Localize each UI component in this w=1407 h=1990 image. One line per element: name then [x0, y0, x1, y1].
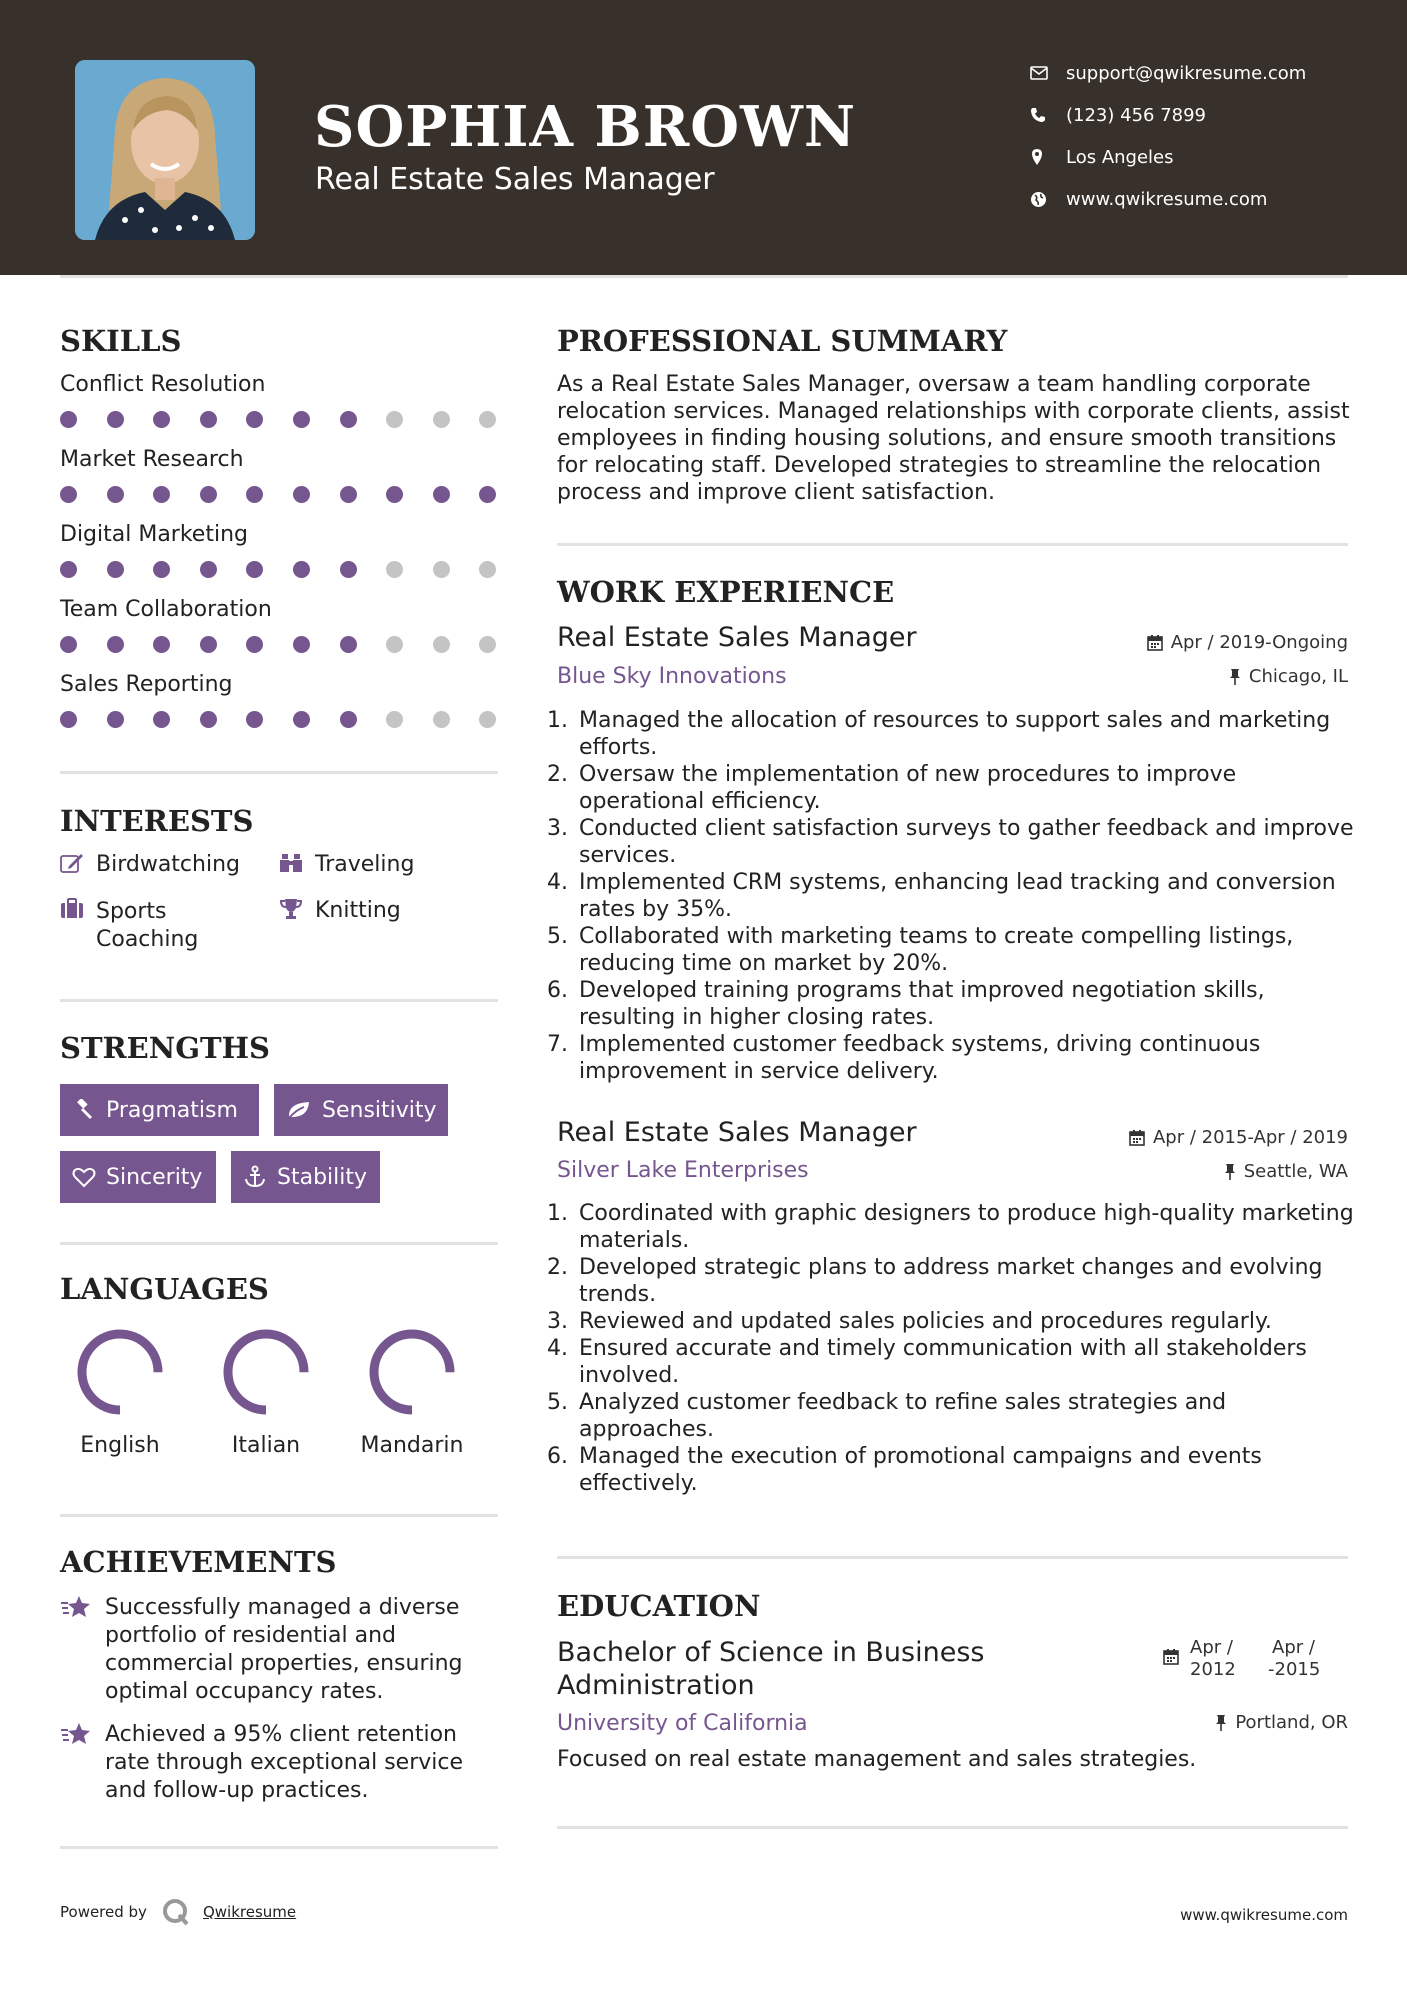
shooting-star-icon [60, 1721, 105, 1805]
rating-dot [246, 636, 263, 653]
education-description: Focused on real estate management and sales strategies. [557, 1747, 1197, 1772]
rating-dot [107, 711, 124, 728]
phone-icon [1030, 107, 1066, 123]
rating-dot [479, 711, 496, 728]
summary-title: PROFESSIONAL SUMMARY [557, 324, 1008, 358]
rating-dot [340, 636, 357, 653]
skill-item [60, 372, 526, 428]
rating-dot [107, 486, 124, 503]
rating-dot [386, 486, 403, 503]
envelope-icon [1030, 66, 1066, 80]
skill-rating [60, 711, 526, 728]
rating-dot [153, 711, 170, 728]
achievements-divider [60, 1846, 498, 1849]
language-label: Italian [231, 1433, 301, 1458]
skill-item [60, 672, 526, 728]
achievement-text: Successfully managed a diverse portfolio of residential and commercial properties, ensuring optimal occupancy rates. [105, 1595, 463, 1704]
language-label: Mandarin [360, 1433, 464, 1458]
contact-phone[interactable] [1030, 94, 1306, 136]
education-degree: Bachelor of Science in Business Administration [557, 1637, 985, 1701]
rating-dot [246, 486, 263, 503]
language-item [50, 1327, 190, 1458]
strength-badge-sensitivity [274, 1084, 448, 1136]
rating-dot [479, 411, 496, 428]
languages-title: LANGUAGES [60, 1272, 269, 1306]
skill-rating [60, 411, 526, 428]
rating-dot [246, 411, 263, 428]
interest-item-sports-coaching [60, 898, 216, 954]
rating-dot [200, 561, 217, 578]
duty-item: 3. Reviewed and updated sales policies and procedures regularly. [575, 1308, 1365, 1335]
footer-powered-by [60, 1897, 296, 1927]
contact-website[interactable] [1030, 178, 1306, 220]
rating-dot [60, 486, 77, 503]
language-level-arc [374, 1334, 450, 1410]
profile-photo [75, 60, 255, 240]
duty-item: 1. Coordinated with graphic designers to produce high-quality marketing materials. [575, 1200, 1365, 1254]
rating-dot [433, 561, 450, 578]
powered-by-label: Powered by [60, 1903, 147, 1921]
rating-dot [60, 636, 77, 653]
duty-item: 1. Managed the allocation of resources to support sales and marketing efforts. [575, 707, 1365, 761]
summary-text: As a Real Estate Sales Manager, oversaw a team handling corporate relocation services. Managed relationships with corporate clients, assist employees in finding housing solutions, and ensure smooth transitions for relocating staff. Developed strategies to streamline the relocation process and improve client satisfaction. [557, 372, 1350, 505]
job-title: Real Estate Sales Manager [557, 1117, 917, 1148]
job-company[interactable]: Blue Sky Innovations [557, 664, 787, 689]
rating-dot [386, 411, 403, 428]
candidate-name: SOPHIA BROWN [314, 94, 857, 160]
skill-label: Market Research [60, 447, 244, 472]
language-ring [75, 1327, 165, 1417]
duty-item: 3. Conducted client satisfaction surveys to gather feedback and improve services. [575, 815, 1365, 869]
strength-label: Sincerity [106, 1164, 203, 1190]
rating-dot [246, 711, 263, 728]
map-pin-icon [1030, 148, 1066, 166]
gavel-icon [72, 1099, 96, 1121]
contact-list [1030, 52, 1306, 220]
job-date-text: Apr / 2019-Ongoing [1170, 632, 1348, 653]
interest-label: Sports Coaching [96, 899, 199, 952]
rating-dot [386, 636, 403, 653]
achievements-title: ACHIEVEMENTS [60, 1545, 337, 1579]
calendar-icon [1163, 1648, 1179, 1669]
calendar-icon [1129, 1129, 1145, 1146]
header-divider [60, 275, 1348, 278]
education-end-month: Apr / [1272, 1637, 1315, 1658]
rating-dot [107, 636, 124, 653]
pushpin-icon [1215, 1714, 1227, 1731]
skill-rating [60, 486, 526, 503]
education-start-month: Apr / [1190, 1637, 1233, 1658]
education-title: EDUCATION [557, 1589, 761, 1623]
shooting-star-icon [60, 1594, 105, 1706]
rating-dot [60, 561, 77, 578]
interest-item-birdwatching [60, 852, 240, 877]
contact-website-text: www.qwikresume.com [1066, 188, 1268, 210]
rating-dot [293, 711, 310, 728]
language-level-arc [82, 1334, 158, 1410]
interest-label: Birdwatching [96, 852, 240, 877]
rating-dot [433, 486, 450, 503]
footer-website[interactable]: www.qwikresume.com [1180, 1906, 1348, 1924]
rating-dot [153, 486, 170, 503]
skill-item [60, 447, 526, 503]
rating-dot [293, 411, 310, 428]
rating-dot [200, 411, 217, 428]
contact-email-text: support@qwikresume.com [1066, 62, 1307, 84]
skill-item [60, 597, 526, 653]
job-location [1224, 1161, 1348, 1182]
experience-divider [557, 1556, 1348, 1559]
rating-dot [293, 561, 310, 578]
job-duties-list [557, 707, 1365, 1085]
education-location-text: Portland, OR [1235, 1712, 1348, 1733]
interests-title: INTERESTS [60, 804, 254, 838]
experience-title: WORK EXPERIENCE [557, 575, 895, 609]
edit-icon [60, 852, 96, 874]
contact-phone-text: (123) 456 7899 [1066, 104, 1207, 126]
duty-item: 6. Managed the execution of promotional campaigns and events effectively. [575, 1443, 1365, 1497]
summary-divider [557, 543, 1348, 546]
rating-dot [293, 486, 310, 503]
job-title: Real Estate Sales Manager [557, 622, 917, 653]
interest-label: Traveling [315, 852, 415, 877]
contact-email[interactable] [1030, 52, 1306, 94]
pushpin-icon [1229, 668, 1241, 685]
rating-dot [107, 411, 124, 428]
skill-label: Conflict Resolution [60, 372, 266, 397]
education-end-year: -2015 [1268, 1659, 1321, 1680]
education-school[interactable]: University of California [557, 1711, 808, 1736]
rating-dot [200, 486, 217, 503]
duty-item: 5. Collaborated with marketing teams to create compelling listings, reducing time on market by 20%. [575, 923, 1365, 977]
language-ring [221, 1327, 311, 1417]
rating-dot [153, 561, 170, 578]
strength-badge-pragmatism [60, 1084, 259, 1136]
education-end-date [1268, 1637, 1320, 1681]
strength-label: Sensitivity [322, 1097, 437, 1123]
strengths-title: STRENGTHS [60, 1031, 270, 1065]
language-ring [367, 1327, 457, 1417]
rating-dot [433, 411, 450, 428]
interest-item-traveling [279, 852, 414, 877]
binoculars-icon [279, 852, 315, 874]
skill-label: Team Collaboration [60, 597, 272, 622]
languages-divider [60, 1514, 498, 1517]
contact-location-text: Los Angeles [1066, 146, 1174, 168]
rating-dot [246, 561, 263, 578]
duty-item: 2. Oversaw the implementation of new procedures to improve operational efficiency. [575, 761, 1365, 815]
strengths-divider [60, 1242, 498, 1245]
rating-dot [60, 411, 77, 428]
duty-item: 6. Developed training programs that improved negotiation skills, resulting in higher closing rates. [575, 977, 1365, 1031]
rating-dot [386, 561, 403, 578]
job-company[interactable]: Silver Lake Enterprises [557, 1158, 809, 1183]
interests-divider [60, 999, 498, 1002]
interest-label: Knitting [315, 898, 401, 923]
rating-dot [153, 636, 170, 653]
rating-dot [433, 711, 450, 728]
education-location [1215, 1712, 1348, 1733]
rating-dot [433, 636, 450, 653]
skill-label: Sales Reporting [60, 672, 233, 697]
strength-badge-stability [231, 1151, 380, 1203]
job-date [1147, 632, 1348, 653]
contact-location [1030, 136, 1306, 178]
job-location-text: Seattle, WA [1243, 1161, 1348, 1182]
job-location-text: Chicago, IL [1248, 666, 1348, 687]
education-start-date [1190, 1637, 1236, 1681]
strength-label: Pragmatism [106, 1097, 238, 1123]
job-duties-list [557, 1200, 1365, 1497]
rating-dot [386, 711, 403, 728]
candidate-title: Real Estate Sales Manager [315, 162, 715, 197]
duty-item: 2. Developed strategic plans to address market changes and evolving trends. [575, 1254, 1365, 1308]
job-date-text: Apr / 2015-Apr / 2019 [1152, 1127, 1348, 1148]
skills-title: SKILLS [60, 324, 182, 358]
briefcase-icon [60, 898, 96, 920]
rating-dot [200, 636, 217, 653]
language-level-arc [228, 1334, 304, 1410]
duty-item: 5. Analyzed customer feedback to refine sales strategies and approaches. [575, 1389, 1365, 1443]
trophy-icon [279, 898, 315, 920]
calendar-icon [1147, 634, 1163, 651]
job-location [1229, 666, 1348, 687]
heart-icon [72, 1166, 96, 1188]
duty-item: 7. Implemented customer feedback systems, driving continuous improvement in service delivery. [575, 1031, 1365, 1085]
rating-dot [60, 711, 77, 728]
rating-dot [340, 486, 357, 503]
rating-dot [479, 636, 496, 653]
skill-rating [60, 561, 526, 578]
rating-dot [479, 486, 496, 503]
language-label: English [80, 1433, 160, 1458]
qwikresume-logo-icon [161, 1897, 191, 1927]
resume-header [0, 0, 1407, 275]
achievement-item [60, 1594, 495, 1706]
skills-divider [60, 771, 498, 774]
leaf-icon [286, 1100, 312, 1120]
skill-label: Digital Marketing [60, 522, 248, 547]
job-date [1129, 1127, 1348, 1148]
rating-dot [153, 411, 170, 428]
rating-dot [340, 711, 357, 728]
language-item [342, 1327, 482, 1458]
rating-dot [479, 561, 496, 578]
language-item [196, 1327, 336, 1458]
rating-dot [340, 561, 357, 578]
duty-item: 4. Ensured accurate and timely communication with all stakeholders involved. [575, 1335, 1365, 1389]
education-start-year: 2012 [1190, 1659, 1236, 1680]
pushpin-icon [1224, 1163, 1236, 1180]
achievement-item [60, 1721, 495, 1805]
rating-dot [293, 636, 310, 653]
strength-label: Stability [277, 1164, 368, 1190]
duty-item: 4. Implemented CRM systems, enhancing lead tracking and conversion rates by 35%. [575, 869, 1365, 923]
skill-rating [60, 636, 526, 653]
achievement-text: Achieved a 95% client retention rate through exceptional service and follow-up practices. [105, 1722, 464, 1803]
rating-dot [107, 561, 124, 578]
education-divider [557, 1826, 1348, 1829]
globe-icon [1030, 191, 1066, 208]
interest-item-knitting [279, 898, 401, 923]
skill-item [60, 522, 526, 578]
rating-dot [200, 711, 217, 728]
anchor-icon [243, 1165, 267, 1189]
rating-dot [340, 411, 357, 428]
qwikresume-link[interactable]: Qwikresume [202, 1903, 297, 1921]
strength-badge-sincerity [60, 1151, 216, 1203]
